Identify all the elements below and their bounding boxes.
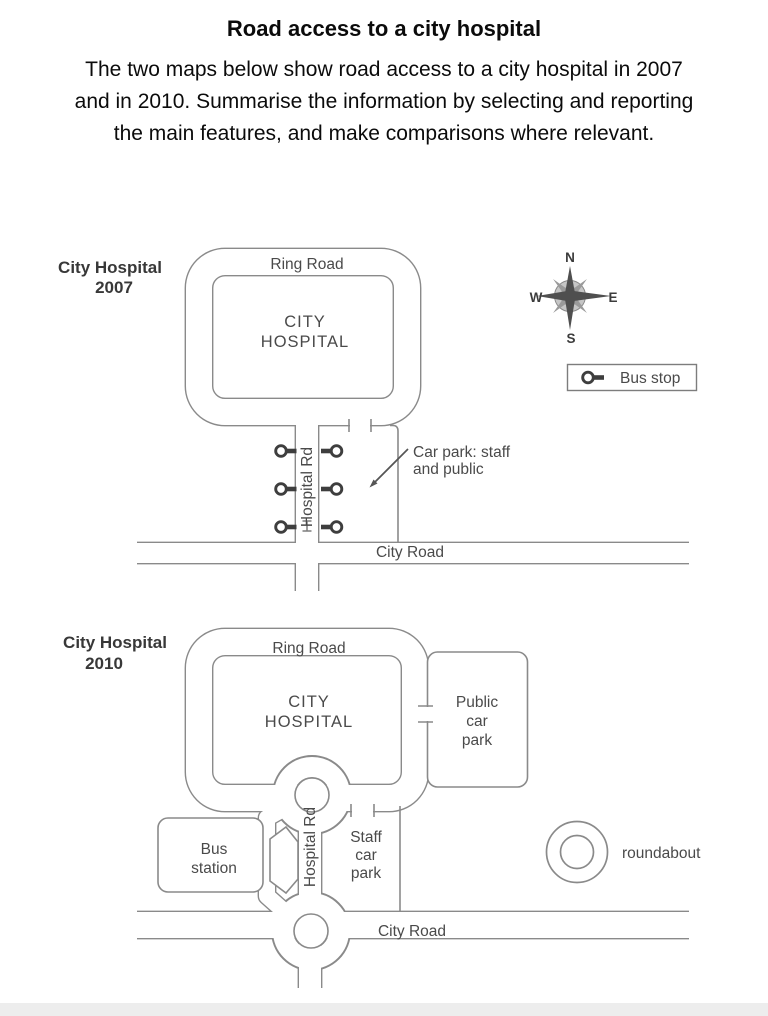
compass-w-label: W xyxy=(529,290,543,305)
city-road-label-2007: City Road xyxy=(375,544,445,561)
map-2007-title-line1: City Hospital xyxy=(58,258,162,277)
map-2010 xyxy=(63,633,692,992)
page-title: Road access to a city hospital xyxy=(226,16,542,41)
staff-car-park-entrance-gap xyxy=(352,806,373,818)
bus-station-island xyxy=(270,827,298,893)
compass-needle-ew xyxy=(537,291,611,302)
roundabout-legend-inner-circle xyxy=(561,836,594,869)
compass-s-label: S xyxy=(566,331,576,346)
bus-stop-legend xyxy=(568,365,697,391)
public-car-park-entrance-gap xyxy=(423,707,433,721)
hospital-label-2007-line2: HOSPITAL xyxy=(260,333,350,351)
ring-road-label-2007: Ring Road xyxy=(270,256,344,273)
ring-road-label-2010: Ring Road xyxy=(272,640,346,657)
hospital-label-2007-line1: CITY xyxy=(284,313,326,331)
map-2010-title-line1: City Hospital xyxy=(63,633,167,652)
roundabout-legend xyxy=(547,822,702,883)
hospital-label-2010-line1: CITY xyxy=(288,693,330,711)
bus-stop-icon xyxy=(321,522,342,533)
map-2007-title-line2: 2007 xyxy=(95,278,133,297)
bus-station-label-line1: Bus xyxy=(200,841,228,858)
car-park-entrance-gap-2007 xyxy=(350,420,370,432)
map-2007 xyxy=(58,256,692,595)
compass-n-label: N xyxy=(565,250,575,265)
public-car-park-label-line2: car xyxy=(466,713,488,730)
page-bottom-strip xyxy=(0,1003,768,1016)
car-park-boundary-2007 xyxy=(390,426,398,543)
task-description: The two maps below show road access to a city hospital in 2007 and in 2010. Summarise the information by selecting and reporting the main features, and make comparisons where relevant. xyxy=(74,58,694,145)
roundabout-island-north xyxy=(295,778,329,812)
map-2010-title-line2: 2010 xyxy=(85,654,123,673)
compass-rose xyxy=(530,250,618,346)
public-car-park-label-line3: park xyxy=(461,732,493,749)
staff-car-park-label-line2: car xyxy=(355,847,377,864)
car-park-label-line2: and public xyxy=(413,461,484,478)
hospital-rd-label-2010: Hospital Rd xyxy=(302,806,319,888)
bus-station-label-line2: station xyxy=(191,860,237,877)
bus-stop-icon xyxy=(276,446,297,457)
compass-e-label: E xyxy=(608,290,618,305)
car-park-arrow xyxy=(372,449,408,485)
bus-stop-icon xyxy=(276,484,297,495)
roundabout-island-south xyxy=(294,914,328,948)
hospital-label-2010-line2: HOSPITAL xyxy=(264,713,354,731)
bus-stop-icon xyxy=(276,522,297,533)
public-car-park-label-line1: Public xyxy=(455,694,499,711)
hospital-rd-label-2007: Hospital Rd xyxy=(299,446,316,528)
staff-car-park-label-line1: Staff xyxy=(350,829,382,846)
staff-car-park-label-line3: park xyxy=(350,865,382,882)
roundabout-legend-label: roundabout xyxy=(622,845,701,862)
city-road-label-2010: City Road xyxy=(377,923,447,940)
car-park-label-line1: Car park: staff xyxy=(413,444,511,461)
bus-stop-legend-label: Bus stop xyxy=(620,370,681,387)
bus-stop-icon xyxy=(321,484,342,495)
bus-stop-icon xyxy=(321,446,342,457)
